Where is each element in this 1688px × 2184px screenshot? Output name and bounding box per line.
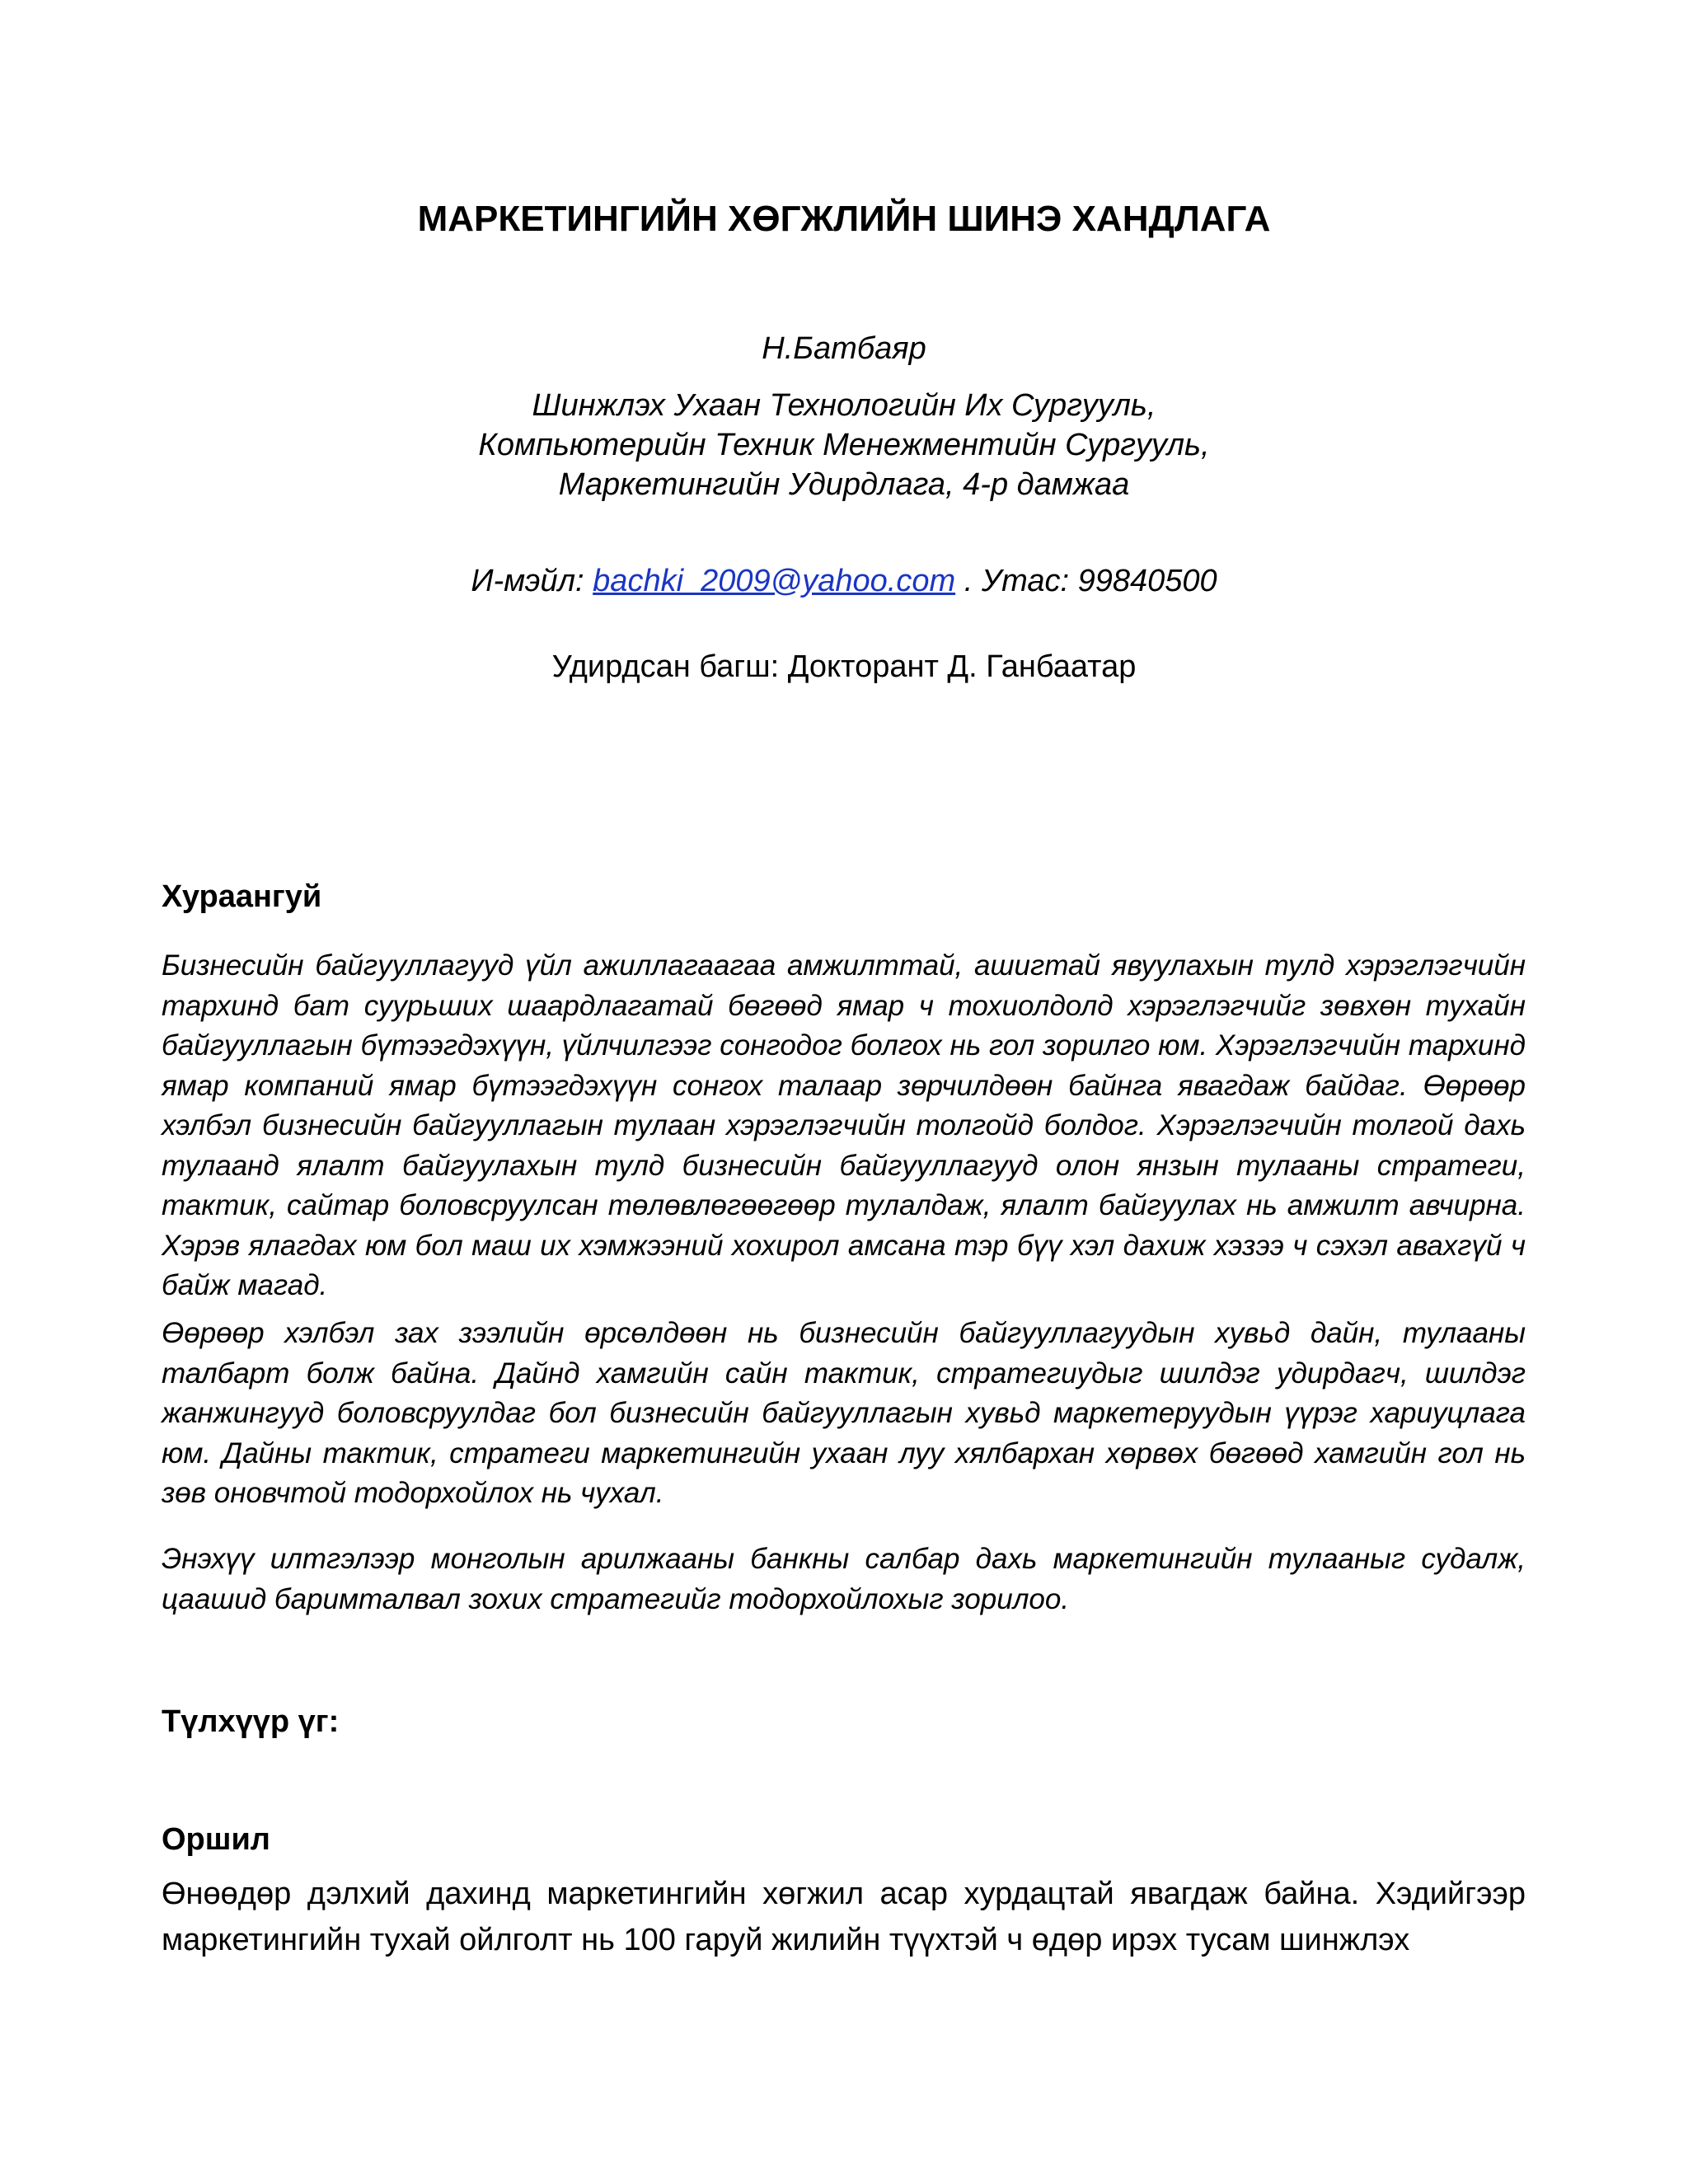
email-label: И-мэйл: <box>471 564 584 598</box>
affiliation-line: Компьютерийн Техник Менежментийн Сургууль, <box>478 428 1210 462</box>
abstract-heading: Хураангуй <box>162 879 322 914</box>
phone-info: . Утас: 99840500 <box>964 564 1217 598</box>
introduction-heading: Оршил <box>162 1822 270 1857</box>
abstract-paragraph: Өөрөөр хэлбэл зах зээлийн өрсөлдөөн нь бизнесийн байгууллагуудын хувьд дайн, тулааны талбарт болж байна. Дайнд хамгийн сайн тактик, стратегиудыг шилдэг удирдагч, шилдэг жанжингууд боловсруулдаг бол бизнесийн байгууллагын хувьд маркетеруудын үүрэг хариуцлага юм. Дайны тактик, стратеги маркетингийн ухаан луу хялбархан хөрвөх бөгөөд хамгийн гол нь зөв оновчтой тодорхойлох нь чухал. <box>162 1317 1526 1509</box>
email-link[interactable]: bachki_2009@yahoo.com <box>593 564 956 598</box>
advisor-line: Удирдсан багш: Докторант Д. Ганбаатар <box>551 649 1137 684</box>
paper-title: МАРКЕТИНГИЙН ХӨГЖЛИЙН ШИНЭ ХАНДЛАГА <box>417 199 1271 239</box>
affiliation-line: Шинжлэх Ухаан Технологийн Их Сургууль, <box>532 388 1156 423</box>
author-name: Н.Батбаяр <box>762 331 926 366</box>
abstract-paragraph: Энэхүү илтгэлээр монголын арилжааны банкны салбар дахь маркетингийн тулааныг судалж, цаашид баримталвал зохих стратегийг тодорхойлохыг зорилоо. <box>162 1543 1526 1615</box>
abstract-paragraph: Бизнесийн байгууллагууд үйл ажиллагаагаа амжилттай, ашигтай явуулахын тулд хэрэглэгчийн тархинд бат суурьших шаардлагатай бөгөөд ямар ч тохиолдолд хэрэглэгчийг зөвхөн тухайн байгууллагын бүтээгдэхүүн, үйлчилгээг сонгодог болгох нь гол зорилго юм. Хэрэглэгчийн тархинд ямар компаний ямар бүтээгдэхүүн сонгох талаар зөрчилдөөн байнга явагдаж байдаг. Өөрөөр хэлбэл бизнесийн байгууллагын тулаан хэрэглэгчийн толгойд болдог. Хэрэглэгчийн толгой дахь тулаанд ялалт байгуулахын тулд бизнесийн байгууллагууд олон янзын тулааны стратеги, тактик, сайтар боловсруулсан төлөвлөгөөгөөр тулалдаж, ялалт байгуулах нь амжилт авчирна. Хэрэв ялагдах юм бол маш их хэмжээний хохирол амсана тэр бүү хэл дахиж хэзээ ч сэхэл авахгүй ч байж магад. <box>162 949 1526 1301</box>
keywords-heading: Түлхүүр үг: <box>162 1704 340 1739</box>
affiliation-line: Маркетингийн Удирдлага, 4-р дамжаа <box>558 467 1130 502</box>
author-affiliation <box>0 386 1688 504</box>
contact-line <box>0 560 1688 602</box>
introduction-paragraph: Өнөөдөр дэлхий дахинд маркетингийн хөгжил асар хурдацтай явагдаж байна. Хэдийгээр маркетингийн тухай ойлголт нь 100 гаруй жилийн түүхтэй ч өдөр ирэх тусам шинжлэх <box>162 1877 1526 1957</box>
